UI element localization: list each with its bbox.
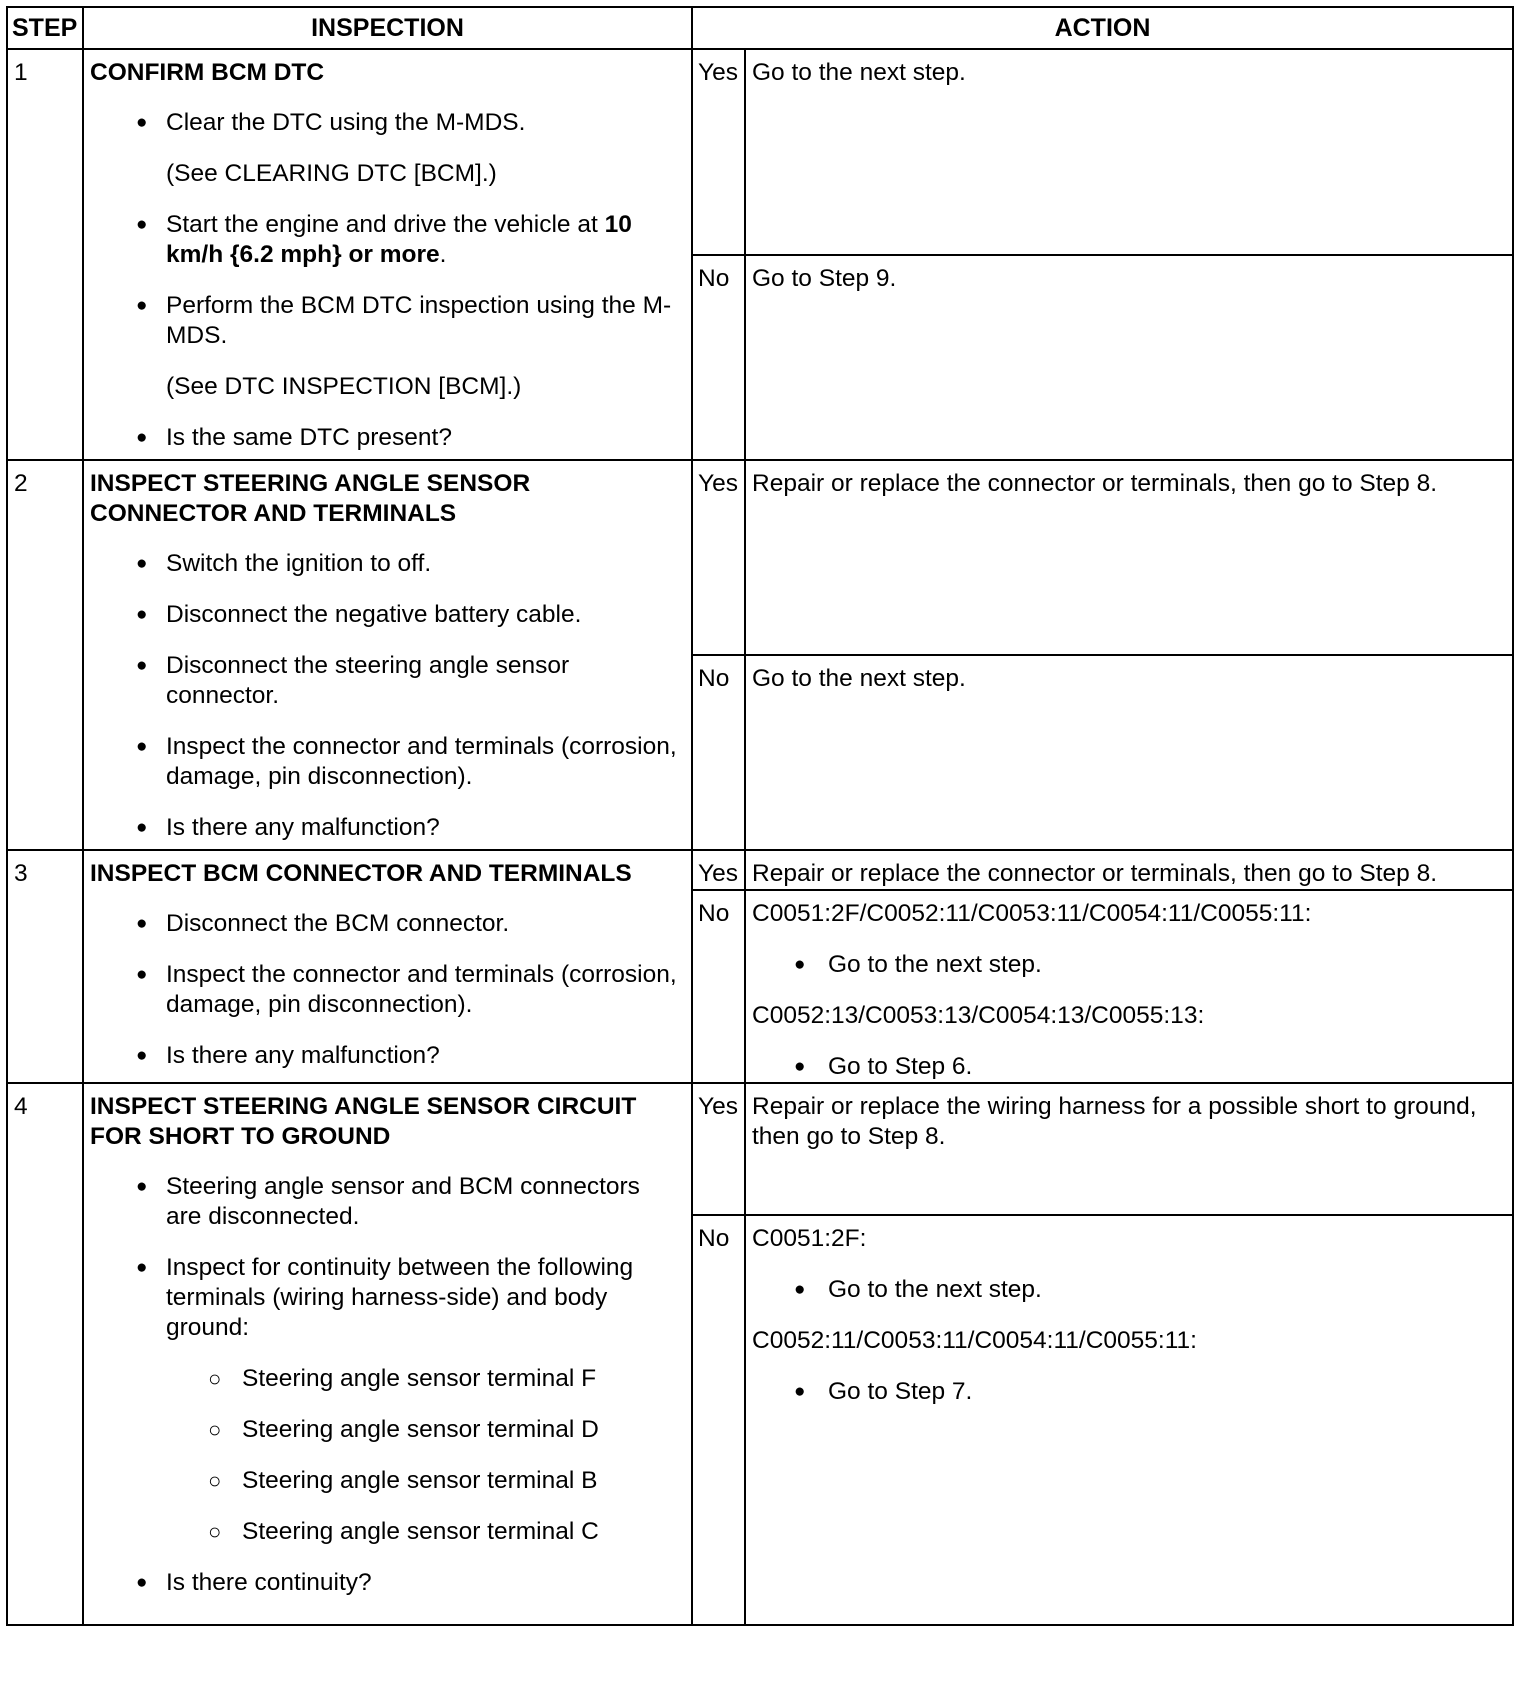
step-title: CONFIRM BCM DTC: [90, 59, 325, 86]
item-text: Is there any malfunction?: [166, 814, 440, 841]
step-row-3-yes: [7, 850, 1513, 890]
list-item: [90, 1041, 679, 1071]
step-row-1-yes: [7, 49, 1513, 255]
action-list: [752, 950, 1504, 980]
inspection-list: [90, 108, 679, 453]
item-text: Perform the BCM DTC inspection using the M-MDS.: [166, 292, 672, 349]
item-text-bold: 10 km/h {6.2 mph} or more: [166, 211, 632, 268]
step-title: [90, 1092, 679, 1152]
inspection-list: [90, 909, 679, 1071]
yes-action: Repair or replace the wiring harness for a possible short to ground, then go to Step 8.: [745, 1083, 1513, 1215]
list-item: ● Go to Step 6.: [752, 1052, 1504, 1082]
yes-label: Yes: [692, 1083, 745, 1215]
terminal-item: ○ Steering angle sensor terminal D: [90, 1415, 679, 1445]
action-list: [752, 1052, 1504, 1082]
yes-action: Repair or replace the connector or terminals, then go to Step 8.: [745, 850, 1513, 890]
item-text: Clear the DTC using the M-MDS.: [166, 109, 526, 136]
step-inspection-2: [83, 460, 692, 850]
dtc-group-line: C0052:13/C0053:13/C0054:13/C0055:13:: [752, 1002, 1205, 1029]
step-row-4-yes: [7, 1083, 1513, 1215]
inspection-list: [90, 1172, 679, 1598]
step-number: 3: [7, 850, 83, 1083]
header-step: STEP: [7, 7, 83, 49]
terminal-item: ○ Steering angle sensor terminal B: [90, 1466, 679, 1496]
list-item: [90, 960, 679, 1020]
item-text: Inspect for continuity between the following terminals (wiring harness-side) and body ground:: [166, 1254, 634, 1341]
step-inspection-1: [83, 49, 692, 460]
action-list: [752, 1275, 1504, 1305]
no-label: No: [692, 1215, 745, 1625]
list-item: ● Go to the next step.: [752, 950, 1504, 980]
step-title: [90, 469, 679, 529]
list-item: [90, 1253, 679, 1547]
diagnostic-procedure: [6, 6, 1514, 1626]
no-action: [745, 1215, 1513, 1625]
item-text: Disconnect the steering angle sensor connector.: [166, 652, 570, 709]
step-number: 1: [7, 49, 83, 460]
list-item: [90, 813, 679, 843]
no-label: No: [692, 890, 745, 1083]
item-note: (See DTC INSPECTION [BCM].): [166, 373, 522, 400]
yes-label: Yes: [692, 49, 745, 255]
header-row: [7, 7, 1513, 49]
list-item: [90, 732, 679, 792]
item-text: Disconnect the negative battery cable.: [166, 601, 582, 628]
step-number: 4: [7, 1083, 83, 1625]
yes-action: Go to the next step.: [745, 49, 1513, 255]
yes-label: Yes: [692, 850, 745, 890]
list-item: [90, 909, 679, 939]
item-note: (See CLEARING DTC [BCM].): [166, 160, 497, 187]
list-item: [90, 108, 679, 189]
step-title-line: INSPECT STEERING ANGLE SENSOR: [90, 470, 531, 497]
dtc-group-line: C0051:2F/C0052:11/C0053:11/C0054:11/C0055:11:: [752, 900, 1312, 927]
step-inspection-3: [83, 850, 692, 1083]
list-item: [90, 549, 679, 579]
diagnostic-table: [6, 6, 1514, 1626]
item-text: Inspect the connector and terminals (corrosion, damage, pin disconnection).: [166, 961, 677, 1018]
item-text: Start the engine and drive the vehicle at: [166, 211, 605, 238]
item-text: Disconnect the BCM connector.: [166, 910, 510, 937]
inspection-list: [90, 549, 679, 843]
no-action: Go to Step 9.: [745, 255, 1513, 461]
terminal-item: ○ Steering angle sensor terminal F: [90, 1364, 679, 1394]
no-action: [745, 890, 1513, 1083]
step-row-2-yes: [7, 460, 1513, 655]
header-inspection: INSPECTION: [83, 7, 692, 49]
list-item: ● Go to the next step.: [752, 1275, 1504, 1305]
no-label: No: [692, 255, 745, 461]
list-item: [90, 291, 679, 402]
item-text: .: [439, 241, 447, 268]
yes-action: Repair or replace the connector or terminals, then go to Step 8.: [745, 460, 1513, 655]
item-text: Is there continuity?: [166, 1569, 372, 1596]
step-title-line: INSPECT STEERING ANGLE SENSOR CIRCUIT: [90, 1093, 637, 1120]
yes-label: Yes: [692, 460, 745, 655]
dtc-group-line: C0052:11/C0053:11/C0054:11/C0055:11:: [752, 1327, 1197, 1354]
list-item: [90, 1568, 679, 1598]
terminal-item: ○ Steering angle sensor terminal C: [90, 1517, 679, 1547]
item-text: Is the same DTC present?: [166, 424, 452, 451]
list-item: [90, 210, 679, 270]
step-inspection-4: [83, 1083, 692, 1625]
list-item: ● Go to Step 7.: [752, 1377, 1504, 1407]
step-title-line: FOR SHORT TO GROUND: [90, 1123, 391, 1150]
no-label: No: [692, 655, 745, 850]
step-title: INSPECT BCM CONNECTOR AND TERMINALS: [90, 860, 632, 887]
list-item: [90, 651, 679, 711]
list-item: [90, 600, 679, 630]
item-text: Switch the ignition to off.: [166, 550, 432, 577]
item-text: Steering angle sensor and BCM connectors are disconnected.: [166, 1173, 640, 1230]
list-item: [90, 423, 679, 453]
item-text: Inspect the connector and terminals (corrosion, damage, pin disconnection).: [166, 733, 677, 790]
dtc-group-line: C0051:2F:: [752, 1225, 867, 1252]
list-item: [90, 1172, 679, 1232]
step-number: 2: [7, 460, 83, 850]
header-action: ACTION: [692, 7, 1513, 49]
step-title-line: CONNECTOR AND TERMINALS: [90, 500, 457, 527]
terminal-list: [90, 1364, 679, 1547]
action-list: [752, 1377, 1504, 1407]
no-action: Go to the next step.: [745, 655, 1513, 850]
item-text: Is there any malfunction?: [166, 1042, 440, 1069]
